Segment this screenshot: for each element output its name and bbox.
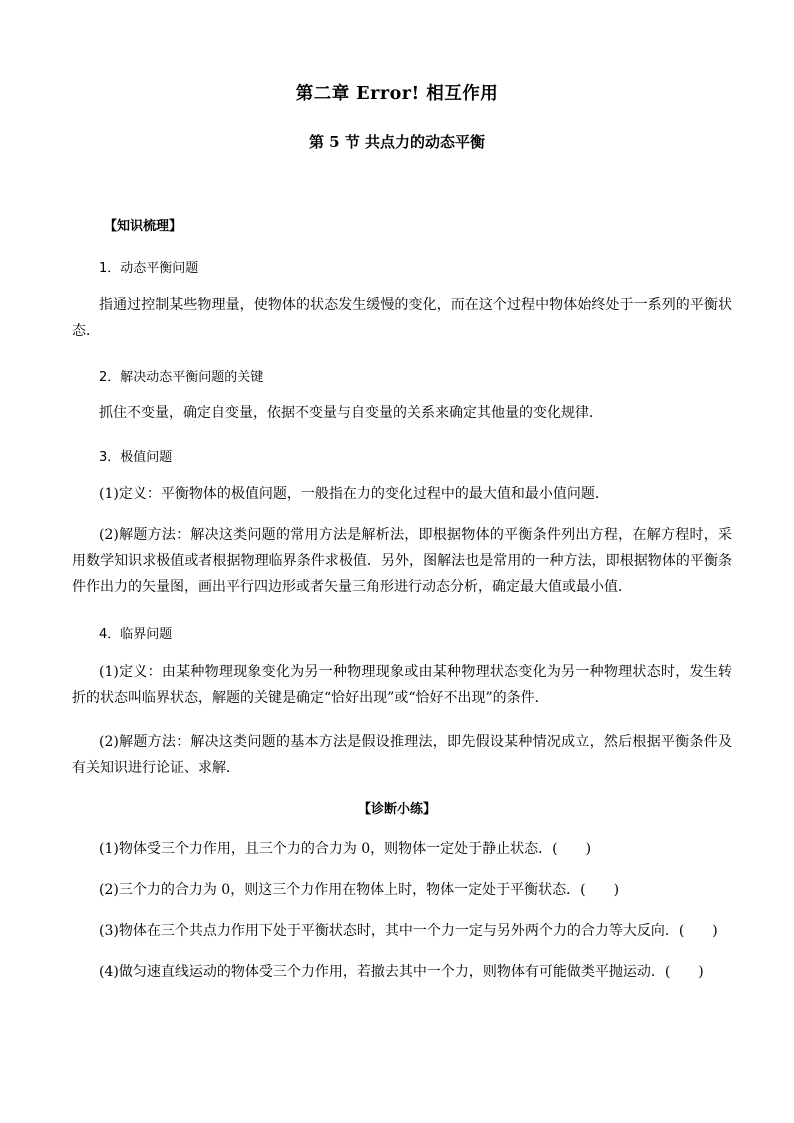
- item-3-definition: (1)定义：平衡物体的极值问题，一般指在力的变化过程中的最大值和最小值问题．: [99, 486, 609, 502]
- diagnosis-heading: 【诊断小练】: [357, 802, 436, 817]
- item-4-definition: (1)定义：由某种物理现象变化为另一种物理现象或由某种物理状态变化为另一种物理状态时，发生转折的状态叫临界状态，解题的关键是确定“恰好出现”或“恰好不出现”的条件．: [72, 664, 732, 706]
- item-3-method: (2)解题方法：解决这类问题的常用方法是解析法，即根据物体的平衡条件列出方程，在解方程时，采用数学知识求极值或者根据物理临界条件求极值．另外，图解法也是常用的一种方法，即根据物体的平衡条件作出力的矢量图，画出平行四边形或者矢量三角形进行动态分析，确定最大值或最小值．: [72, 527, 732, 595]
- item-1-paragraph: 指通过控制某些物理量，使物体的状态发生缓慢的变化，而在这个过程中物体始终处于一系列的平衡状态．: [72, 297, 732, 339]
- item-2-paragraph: 抓住不变量，确定自变量，依据不变量与自变量的关系来确定其他量的变化规律．: [99, 405, 603, 421]
- question-2: (2)三个力的合力为 0，则这三个力作用在物体上时，物体一定处于平衡状态．( ): [99, 882, 620, 898]
- item-2-heading: 2．解决动态平衡问题的关键: [99, 370, 264, 385]
- section-title: 第 5 节 共点力的动态平衡: [308, 133, 486, 151]
- item-4-method: (2)解题方法：解决这类问题的基本方法是假设推理法，即先假设某种情况成立，然后根据平衡条件及有关知识进行论证、求解．: [72, 734, 732, 776]
- question-4: (4)做匀速直线运动的物体受三个力作用，若撤去其中一个力，则物体有可能做类平抛运动．( ): [99, 964, 704, 980]
- question-1: (1)物体受三个力作用，且三个力的合力为 0，则物体一定处于静止状态．( ): [99, 841, 592, 857]
- item-1-heading: 1．动态平衡问题: [99, 261, 199, 276]
- item-4-heading: 4．临界问题: [99, 627, 173, 642]
- item-3-heading: 3．极值问题: [99, 450, 173, 465]
- knowledge-heading: 【知识梳理】: [104, 219, 183, 234]
- chapter-title: 第二章 Error! 相互作用: [295, 84, 499, 104]
- question-3: (3)物体在三个共点力作用下处于平衡状态时，其中一个力一定与另外两个力的合力等大反向．( ): [99, 923, 718, 939]
